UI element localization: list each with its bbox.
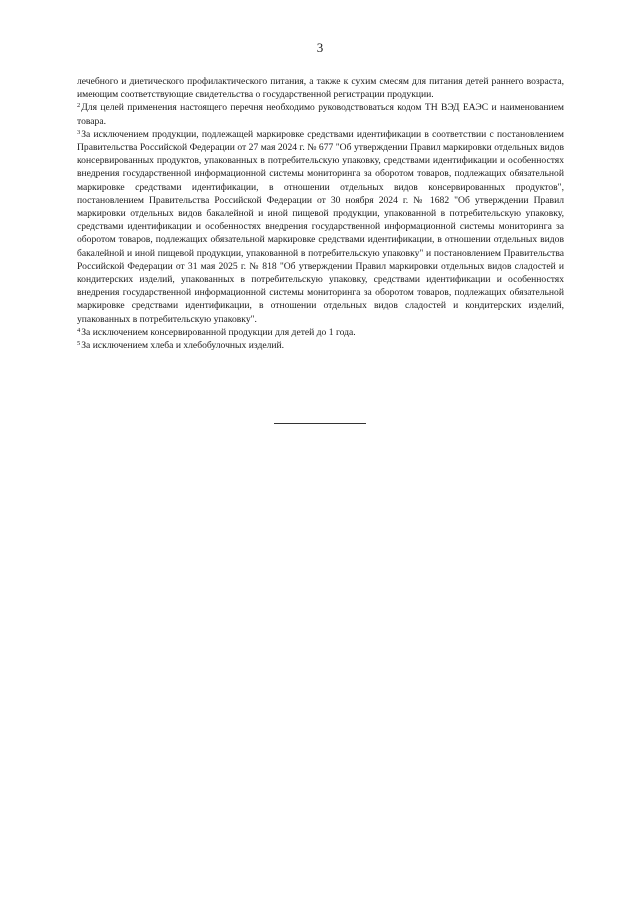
footnote-text: За исключением консервированной продукции для детей до 1 года. (81, 326, 356, 338)
footnote-marker: 3 (77, 128, 81, 136)
footnote-marker: 4 (77, 326, 81, 334)
footnote-3 (77, 128, 564, 326)
footnote-text: За исключением хлеба и хлебобулочных изделий. (81, 340, 285, 352)
footnote-text: Для целей применения настоящего перечня необходимо руководствоваться кодом ТН ВЭД ЕАЭС и наименованием товара. (77, 102, 564, 127)
footnote-marker: 5 (77, 340, 81, 348)
footnote-marker: 2 (77, 102, 81, 110)
footnote-4 (77, 326, 564, 339)
footnote-1-continuation (77, 75, 564, 101)
footnote-5 (77, 339, 564, 352)
footnote-text: лечебного и диетического профилактического питания, а также к сухим смесям для питания детей раннего возраста, имеющим соответствующие свидетельства о государственной регистрации продукции. (77, 76, 564, 101)
end-separator-line (274, 423, 366, 424)
footnote-2 (77, 101, 564, 127)
footnotes-section (77, 75, 564, 352)
footnote-text: За исключением продукции, подлежащей маркировке средствами идентификации в соответствии с постановлением Правительства Российской Федерации от 27 мая 2024 г. № 677 "Об утверждении Правил маркировки отдельных видов консервированных продуктов, упакованных в потребительскую упаковку, средствами идентификации и особенностях внедрения государственной информационной системы мониторинга за оборотом товаров, подлежащих обязательной маркировке средствами идентификации, в отношении отдельных видов консервированных продуктов", постановлением Правительства Российской Федерации от 30 ноября 2024 г. № 1682 "Об утверждении Правил маркировки отдельных видов бакалейной и иной пищевой продукции, упакованной в потребительскую упаковку, средствами идентификации и особенностях внедрения государственной информационной системы мониторинга за оборотом товаров, подлежащих обязательной маркировке средствами идентификации, в отношении отдельных видов бакалейной и иной пищевой продукции, упакованной в потребительскую упаковку" и постановлением Правительства Российской Федерации от 31 мая 2025 г. № 818 "Об утверждении Правил маркировки отдельных видов сладостей и кондитерских изделий, упакованных в потребительскую упаковку, средствами идентификации и особенностях внедрения государственной информационной системы мониторинга за оборотом товаров, подлежащих обязательной маркировке средствами идентификации, в отношении отдельных видов сладостей и кондитерских изделий, упакованных в потребительскую упаковку". (77, 128, 564, 325)
page-number: 3 (316, 40, 324, 55)
